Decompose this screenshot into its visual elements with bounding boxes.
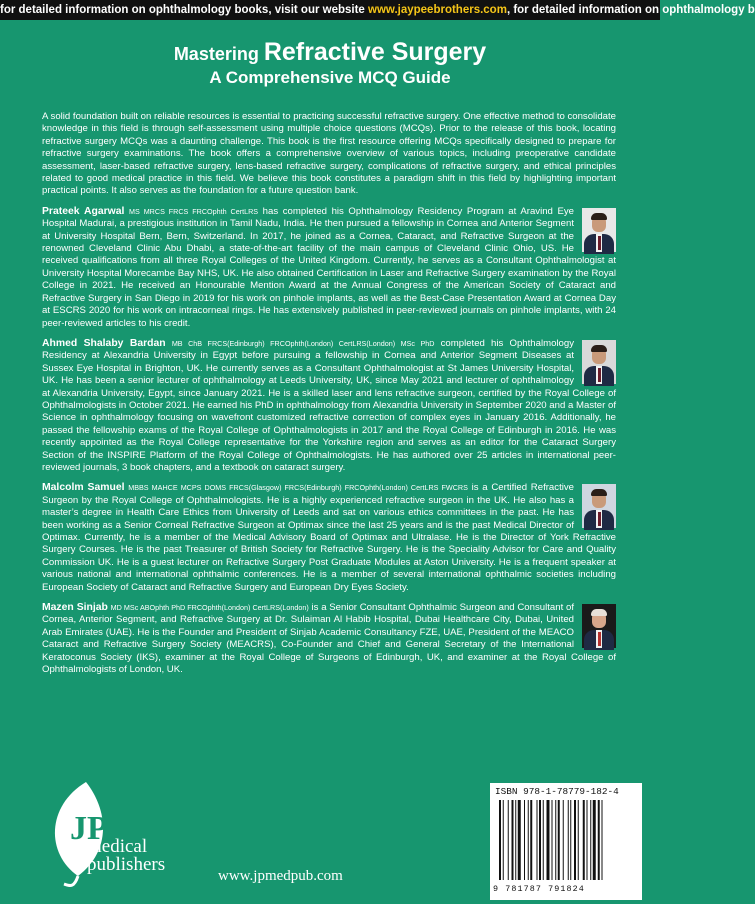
author-qualifications: MB ChB FRCS(Edinburgh) FRCOphth(London) CertLRS(London) MSc PhD [171,338,435,348]
author-name: Ahmed Shalaby Bardan [42,337,166,349]
author-photo-icon [582,208,616,252]
author-bio-ahmed-shalaby-bardan [42,338,616,474]
title-main: Refractive Surgery [263,38,487,66]
barcode-bar [537,800,538,880]
book-title [0,38,660,88]
barcode-bar [543,800,544,880]
author-name: Malcolm Samuel [42,482,125,494]
author-qualifications: MS MRCS FRCS FRCOphth CertLRS [129,206,259,216]
barcode-bar [593,800,596,880]
isbn-label: ISBN 978-1-78779-182-4 [495,786,619,797]
barcode-bar [518,800,521,880]
barcode-bar [503,800,504,880]
barcode-bar [598,800,600,880]
barcode-bar [578,800,579,880]
barcode-bar [508,800,509,880]
publisher-name [87,838,165,874]
barcode-bar [568,800,569,880]
banner-text-start: for detailed information on ophthalmology books, visit our website [0,4,369,16]
back-cover-text [42,111,616,684]
top-banner [0,0,755,20]
author-bio-prateek-agarwal [42,206,616,330]
publisher-logo [40,776,170,886]
author-bio-text: completed his Ophthalmology Residency at Alexandria University in Egypt before pursuing a fellowship in Cornea and Anterior Segment Diseases at Sussex Eye Hospital in Brighton, UK. He currently serves as a Consultant Ophthalmologist at St James University Hospital, UK. He has been a senior lecturer of ophthalmology at Leeds University, UK, since May 2021 and lecturer of ophthalmology at Alexandria University, Egypt, since January 2021. He is a skilled laser and lens refractive surgeon, certified by the Royal College of Ophthalmologists in October 2021. He earned his PhD in ophthalmology from Alexandria University in September 2020 and a Master of Science in ophthalmology focusing on wavefront customized refractive correction of complex eyes in January 2016. Additionally, he passed the fellowship exams of the Royal College of Ophthalmologists in 2017 and the Royal College of Edinburgh in 2016. He was recently appointed as the Royal College representative for the Yorkshire region and serves as an editor for the Cataract Surgery Section of the INSPIRE Platform of the Royal College of Ophthalmologists. He has authored over 25 articles in international peer-reviewed journals, 3 book chapters, and a textbook on cataract surgery. [42,337,616,473]
author-photo-icon [582,484,616,528]
barcode-number: 9 781787 791824 [493,884,585,894]
publisher-name-line1: medical [87,836,148,857]
author-photo-icon [582,604,616,648]
barcode-bar [574,800,576,880]
barcode-bar [590,800,591,880]
barcode-bar [530,800,532,880]
barcode-bar [587,800,588,880]
author-bio-malcolm-samuel [42,482,616,594]
barcode-bar [539,800,541,880]
barcode-bar [547,800,550,880]
logo-lettering: JP [70,810,108,847]
banner-website-link[interactable]: www.jaypeebrothers.com [368,4,507,16]
author-bio-text: has completed his Ophthalmology Residency Program at Aravind Eye Hospital Madurai, a prestigious institution in Tamil Nadu, India. He then pursued a fellowship in Cornea and Anterior Segment at University Hospital Bern, Bern, Switzerland. In 2017, he joined as a Cornea, Cataract, and Refractive Surgeon at the renowned Cleveland Clinic Abu Dhabi, a state-of-the-art facility of the main campus of Cleveland Clinic Ohio, US. He received qualifications from all three Royal Colleges of the United Kingdom. Currently, he serves as a Consultant Ophthalmologist at University Hospital Morecambe Bay NHS, UK. He also obtained Certification in Laser and Refractive Surgery examination by the Royal College in 2021. He received an Honourable Mention Award at the Annual Congress of the American Society of Cataract and Refractive Surgery in San Diego in 2019 for his work on pinhole implants, as well as the Best-Case Presentation Award at Cornea Day at ESCRS 2020 for his work on intracorneal rings. He has extensively published in peer-reviewed journals on pinhole implants, with 24 peer-reviewed articles to his credit. [42,205,616,329]
author-qualifications: MD MSc ABOphth PhD FRCOphth(London) CertLRS(London) [110,603,309,613]
barcode-bar [558,800,560,880]
barcode-bar [555,800,556,880]
author-bio-mazen-sinjab [42,602,616,676]
barcode-bar [583,800,585,880]
barcode-icon [499,800,635,880]
barcode-bar [499,800,501,880]
title-line [0,38,660,67]
barcode-bar [570,800,571,880]
publisher-name-line2: publishers [87,854,166,875]
author-bio-text: is a Senior Consultant Ophthalmic Surgeon and Consultant of Cornea, Anterior Segment, and Refractive Surgery at Dr. Sulaiman Al Habib Hospital, Dubai Healthcare City, Dubai, United Arab Emirates (UAE). He is the Founder and President of Sinjab Academic Consultancy FZE, UAE, President of the MEACO Cataract and Refractive Surgery Society (MEACRS), Co-Founder and Chief and General Secretary of the International Keratoconus Society (IKS), examiner at the Royal College of Surgeons of Edinburgh, UK, and examiner at the Royal College of Ophthalmologists of London, UK. [42,602,616,676]
author-name: Prateek Agarwal [42,205,125,217]
barcode-bar [512,800,514,880]
author-name: Mazen Sinjab [42,602,108,614]
author-bio-text: is a Certified Refractive Surgeon by the Royal College of Ophthalmologists. He is a highly experienced refractive surgeon in the UK. He also has a master’s degree in Health Care Ethics from University of Leeds and sat on various ethics committees in the past. He has been working as a Senior Corneal Refractive Surgeon at Optimax since the last 25 years and is the past Medical Director of Optimax. Currently, he is a member of the Medical Advisory Board of Optimax and Ultralase. He is the Director of York Refractive Surgery Courses. He is the past Treasurer of British Society for Refractive Surgery. He is the Speciality Advisor for Care and Quality Commission UK. He is a guest lecturer on Refractive Surgery Post Graduate Modules at Aston University. He is a frequent speaker at various national and international ophthalmic conferences. He is a member of several international ophthalmic societies including European Society of Cataract and Refractive Surgery and European Dry Eyes Society. [42,482,616,593]
book-description: A solid foundation built on reliable resources is essential to practicing successful refractive surgery. One effective method to consolidate knowledge in this field is through self-assessment using multiple choice questions (MCQs). Prior to the release of this book, locating refractive surgery MCQs was a daunting challenge. This book is the first resource offering MCQs specifically designed to prepare for refractive surgery examinations. The book offers a comprehensive overview of various topics, including preoperative candidate assessment, laser-based refractive surgery, lens-based refractive surgery, complications of refractive surgery, and ethical principles related to good medical practice in this field. We believe this book constitutes a paradigm shift in this field by highlighting important practical points. It also serves as the foundation for a future question bank. [42,111,616,197]
publisher-website[interactable]: www.jpmedpub.com [218,868,343,884]
barcode-bar [563,800,564,880]
banner-text-end: , for detailed information on ophthalmology b [506,4,755,16]
barcode-bar [552,800,553,880]
title-prefix: Mastering [173,44,264,64]
author-photo-icon [582,340,616,384]
barcode-bar [515,800,516,880]
barcode-bar [528,800,529,880]
barcode-bar [524,800,525,880]
author-qualifications: MBBS MAHCE MCPS DOMS FRCS(Glasgow) FRCS(Edinburgh) FRCOphth(London) CertLRS FWCRS [128,483,468,493]
title-subtitle: A Comprehensive MCQ Guide [209,68,451,87]
barcode-bar [602,800,603,880]
